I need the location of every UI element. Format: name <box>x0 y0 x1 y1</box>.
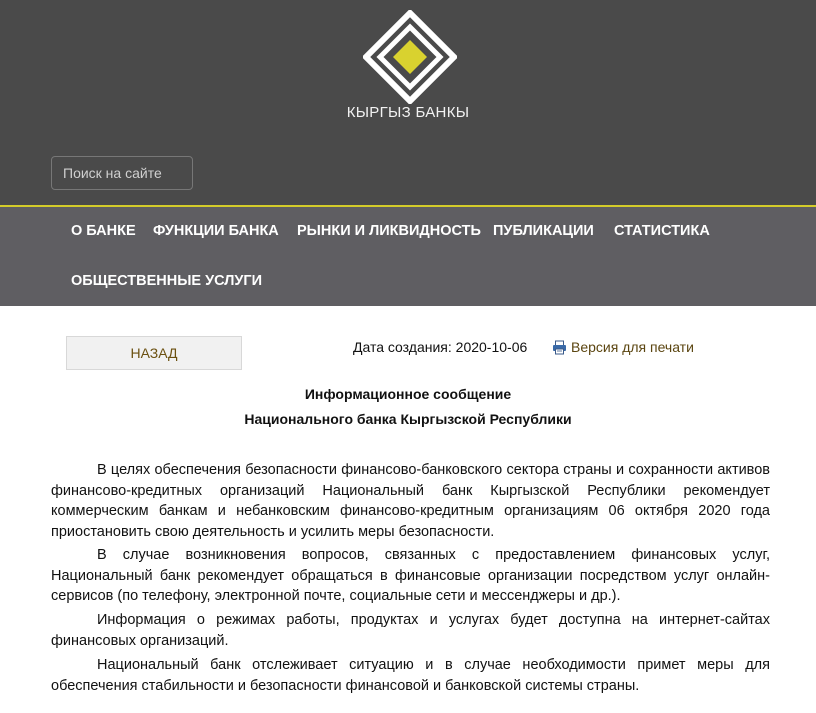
logo-text: КЫРГЫЗ БАНКЫ <box>346 104 470 121</box>
nav-item-markets[interactable]: РЫНКИ И ЛИКВИДНОСТЬ <box>297 223 481 239</box>
print-version-link[interactable] <box>552 339 694 355</box>
main-nav <box>0 205 816 306</box>
nav-item-public-services[interactable]: ОБЩЕСТВЕННЫЕ УСЛУГИ <box>71 273 263 289</box>
nav-item-functions[interactable]: ФУНКЦИИ БАНКА <box>153 223 279 239</box>
article-title-line2: Национального банка Кыргызской Республики <box>244 411 572 427</box>
back-button[interactable]: НАЗАД <box>66 336 242 370</box>
search-input[interactable] <box>51 156 193 190</box>
article-paragraph-4: Национальный банк отслеживает ситуацию и в случае необходимости примет меры для обеспечения стабильности и безопасности финансовой и банковской системы страны. <box>51 657 770 694</box>
article-paragraph-3: Информация о режимах работы, продуктах и услугах будет доступна на интернет-сайтах финансовых организаций. <box>51 612 770 649</box>
nav-item-publications[interactable]: ПУБЛИКАЦИИ <box>493 223 594 239</box>
kyrgyz-bank-logo-icon[interactable] <box>363 10 457 104</box>
nav-item-about[interactable]: О БАНКЕ <box>71 223 136 239</box>
printer-icon <box>552 340 567 355</box>
creation-date: Дата создания: 2020-10-06 <box>353 339 528 355</box>
article-paragraph-2: В случае возникновения вопросов, связанных с предоставлением финансовых услуг, Национальный банк рекомендует обращаться в финансовые организации посредством услуг онлайн-сервисов (по телефону, электронной почте, социальные сети и мессенджеры и др.). <box>51 547 770 604</box>
site-header <box>0 0 816 205</box>
nav-item-statistics[interactable]: СТАТИСТИКА <box>614 223 710 239</box>
print-version-label: Версия для печати <box>571 339 694 355</box>
article-title-line1: Информационное сообщение <box>304 386 512 402</box>
article-paragraph-1: В целях обеспечения безопасности финансово-банковского сектора страны и сохранности активов финансово-кредитных организаций Национальный банк Кыргызской Республики рекомендует коммерческим банкам и небанковским финансово-кредитным организациям 06 октября 2020 года приостановить свою деятельность и усилить меры безопасности. <box>51 462 770 540</box>
